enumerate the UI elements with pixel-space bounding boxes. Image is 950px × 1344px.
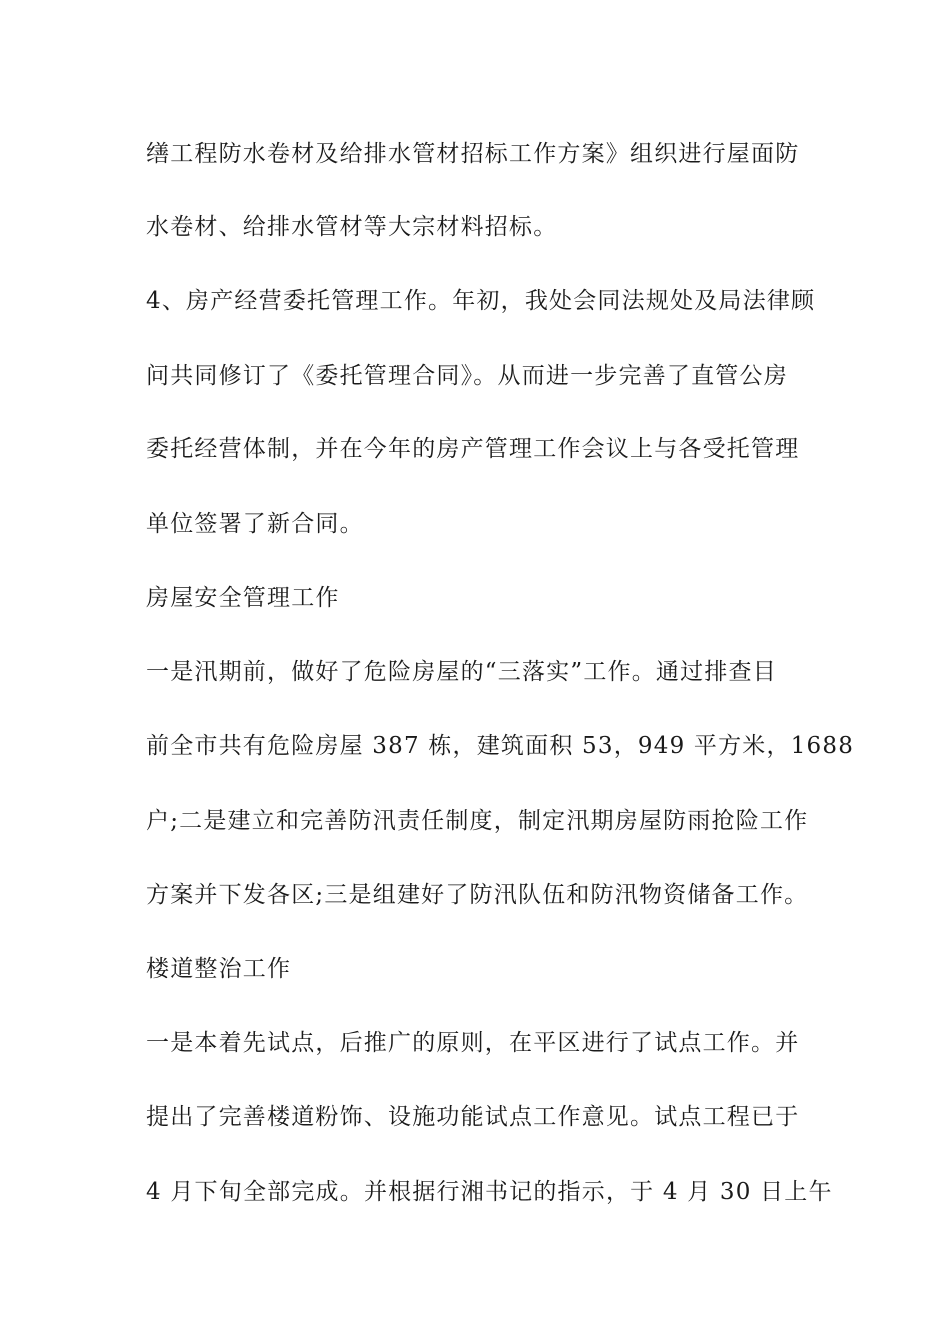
text-line: 户;二是建立和完善防汛责任制度，制定汛期房屋防雨抢险工作 xyxy=(146,808,809,834)
text-line: 4、房产经营委托管理工作。年初，我处会同法规处及局法律顾 xyxy=(146,288,816,314)
text-line: 一是汛期前，做好了危险房屋的“三落实”工作。通过排查目 xyxy=(146,659,777,685)
text-line: 委托经营体制，并在今年的房产管理工作会议上与各受托管理 xyxy=(146,436,800,462)
section-heading: 房屋安全管理工作 xyxy=(146,585,340,611)
text-line: 一是本着先试点，后推广的原则，在平区进行了试点工作。并 xyxy=(146,1030,800,1056)
section-heading: 楼道整治工作 xyxy=(146,956,292,982)
text-line: 4 月下旬全部完成。并根据行湘书记的指示，于 4 月 30 日上午 xyxy=(146,1179,833,1205)
text-line: 方案并下发各区;三是组建好了防汛队伍和防汛物资储备工作。 xyxy=(146,882,809,908)
text-line: 水卷材、给排水管材等大宗材料招标。 xyxy=(146,214,558,240)
text-line: 缮工程防水卷材及给排水管材招标工作方案》组织进行屋面防 xyxy=(146,141,800,167)
text-line: 问共同修订了《委托管理合同》。从而进一步完善了直管公房 xyxy=(146,363,788,389)
text-line: 前全市共有危险房屋 387 栋，建筑面积 53，949 平方米，1688 xyxy=(146,733,855,759)
text-line: 单位签署了新合同。 xyxy=(146,511,364,537)
text-line: 提出了完善楼道粉饰、设施功能试点工作意见。试点工程已于 xyxy=(146,1104,800,1130)
